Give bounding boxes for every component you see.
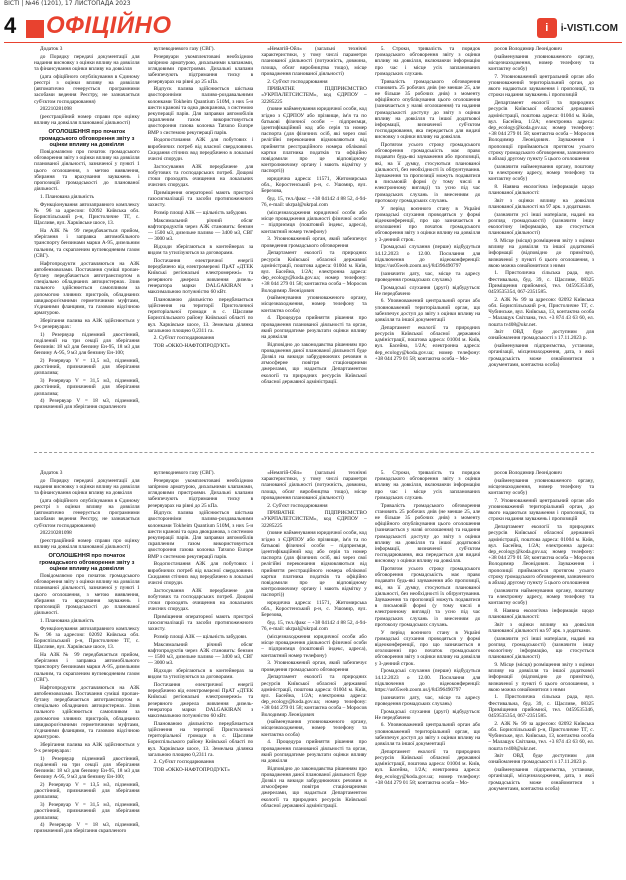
notice-paragraph: юридична адреса: 11571, Житомирська обл., Коростенський р-н, с. Ушомир, вул. Березова, [261,600,367,619]
notice-paragraph: (найменування уповноваженого органу, місцезнаходження, номер телефону та контактна особа) [261,295,367,314]
notice-paragraph: Тривалість громадського обговорення становить 25 робочих днів (не менше 25, але не більше 35 робочих днів) з моменту офіційного опублікування цього оголошення (зазначається у назві оголошення) та надання громадськості доступу до звіту з оцінки впливу на довкілля та іншої додаткової інформації, визначеної суб'єктом господарювання, яка передається для видачі висновку з оцінки впливу на довкілля. [374,502,481,565]
notice-paragraph: 2. Суб'єкт господарювання [153,335,214,342]
notice-paragraph: Департамент екології та природних ресурсів Київської обласної державної адміністрації, поштова адреса: 01004 м. Київ, вул. Басейна, 1/2А; електронна адреса: dep_ecology@koda.gov.ua; номер телефону: +38 044 279 01 58; контактна особа – Моросов Володимир Леонідович [261,250,367,294]
notice-paragraph: (найменування підприємства, установи, організації, місцезнаходження, дата, з якої громадськість може ознайомитися з документами, контактна особа) [488,343,594,368]
notice-paragraph: росов Володимир Леонідович [494,470,562,476]
text-column [261,46,367,436]
notice-paragraph: Зберігання палива на АЗК здійснюється у 9-х резервуарах: [34,741,140,755]
notice-paragraph: Водопостачання АЗК для побутових і виробничих потреб від власної свердловини. Скидання стічних вод передбачено в локальні очисні споруди. [147,137,254,162]
notice-paragraph: Додаток 3 [40,470,63,476]
notice-paragraph: 8. Наявна екологічна інформація щодо планованої діяльності: [488,607,594,620]
header-rule [4,42,622,43]
notice-paragraph: 3. Уповноважений орган, який забезпечує проведення громадського обговорення [261,660,367,673]
notice-paragraph: Департамент екології та природних ресурсів Київської обласної державної адміністрації, поштова адреса: 01004 м. Київ, вул. Басейна, 1/2А; електронна адреса: dep_ecology@koda.gov.ua; номер телефону: +38 044 279 01 58; контактна особа – Мо- [374,748,481,786]
logo-text: i-VISTI.COM [560,22,618,34]
notice-paragraph: Розмір площі АЗК — щільність забудови. [153,210,248,217]
notice-paragraph: Максимальний річний обсяг нафтопродуктів через АЗК становить: бензин — 1500 м3, дизельне паливо — 3400 м3, СВГ — 3000 м3. [147,217,254,243]
notice-paragraph: Приміщення операторної мають пристрої газосигналізації та засоби протипожежного захисту. [147,613,254,633]
text-column [261,470,367,874]
text-column [488,46,594,436]
announcement-block [34,470,594,874]
notice-paragraph: У період воєнного стану в Україні громадські слухання проводяться у формі відеоконференції, про що зазначається в оголошенні про початок громадського обговорення звіту з оцінки впливу на довкілля у 3-денний строк. [374,629,481,667]
section-title: ОФІЦІЙНО [46,12,172,39]
notice-paragraph: (зазначити найменування органу, поштову та електронну адресу, номер телефону та контактну особу) [488,163,594,183]
notice-paragraph: «Нематій-Ойл» (загальні технічні характеристики, у тому числі параметри планованої діяльності (потужність, довжина, площа, обсяг виробництва тощо), місце провадження планованої діяльності) [261,470,367,501]
notice-paragraph: (зазначити дату, час, місце та адресу проведення громадських слухань) [374,270,481,283]
notice-paragraph: буд. 15, тел./факс – +38 04142 4 88 52, 4-94-76, e-mail: ukrpal@ukrpal.com [261,196,367,209]
notice-paragraph: 4. Процедура прийняття рішення про провадження планованої діяльності та орган, який розглядатиме результати оцінки впливу на довкілля [261,739,367,764]
notice-paragraph: Планованою діяльністю передбачається здійснення на території Пристоличної територіальної громади в с. Щасливе Бориспільського району Київської області по вул. Харківське шосе, 13. Земельна ділянка загальною площею 0,2311 га. [147,296,254,334]
notice-paragraph: (найменування уповноваженого органу, місцезнаходження, номер телефону та контактну особу) [488,53,594,73]
notice-paragraph: (зазначити дату, час, місце та адресу проведення громадських слухань) [374,694,481,707]
text-column [375,470,481,874]
notice-paragraph: 2) Резервуар V = 13,5 м3, підземний, двостінний, призначений для зберігання дизпалива; [34,782,140,801]
section-marker [26,20,44,38]
text-column [34,470,140,874]
notice-heading: ОГОЛОШЕННЯ про початок громадського обговорення звіту з оцінки впливу на довкілля [39,553,135,572]
notice-paragraph: вуглеводневого газу (СВГ). [153,46,215,52]
notice-paragraph: вуглеводневого газу (СВГ). [153,470,215,476]
notice-paragraph: Звіт ОВД буде доступним для ознайомлення громадськості з 17.11.2023 р. [488,329,594,342]
text-column [375,46,481,436]
notice-paragraph: 2. АЗК № 99 за адресою: 02092 Київська обл. Бориспільський р-н, Пристоличне ТГ, с. Чубинське, вул. Київська, 13, контактна особа – Малащук Світлана, тел. +3 874 43 63 60, ел. пошта tv408@ukr.net. [488,296,594,328]
page-number: 4 [4,13,17,38]
notice-paragraph: 202210281098 [40,106,72,113]
notice-paragraph: «Нематій-Ойл» (загальні технічні характеристики, у тому числі параметри планованої діяльності (потужність, довжина, площа, обсяг виробництва тощо), місце провадження планованої діяльності) [261,46,367,77]
notice-paragraph: до Порядку передачі документації для надання висновку з оцінки впливу на довкілля та фінансування оцінки впливу на довкілля [34,53,140,73]
text-column [148,470,254,874]
notice-paragraph: (зазначити найменування органу, поштову та електронну адресу, номер телефону та контактну особу) [488,587,594,607]
notice-paragraph: Громадські слухання (другі) відбудуться: Не передбачено [374,284,481,297]
notice-paragraph: Протягом усього строку громадського обговорення громадськість має право подавати будь-які зауваження або пропозиції, які, на її думку, стосуються планованої діяльності, без необхідності їх обґрунтування. Зауваження та пропозиції можуть подаватися в письмовій формі (у тому числі в електронному вигляді) та усно під час громадських слухань із внесенням до протоколу громадських слухань. [374,566,481,628]
notice-paragraph: Застосування АЗК передбачене для побутових та господарських потреб. Дощові стоки проходять очищення на локальних очисних спорудах. [147,587,254,613]
notice-paragraph: 2. Суб'єкт господарювання [267,78,328,85]
notice-paragraph: На АЗК № 99 передбачається прийом, зберігання і заправка автомобільного транспорту бензинами марки А-95, дизельним пальним, та скрапленим вуглеводневим газом (СВГ). [34,651,140,683]
notice-paragraph: 9. Місце (місця) розміщення звіту з оцінки впливу на довкілля та іншої додаткової інформації (відповідно до примітки), визначеної у пункті 6 цього оголошення, з якою можна ознайомитися з ними [488,237,594,269]
notice-paragraph: 1) Резервуар підземний двостінний, поділений на три секції для зберігання бензинів: 18 м3 для бензину Ен-95, 18 м3 для бензину А-95, 9 м3 для бензину Ен-100; [34,755,140,781]
notice-paragraph: Відповідно до законодавства рішенням про провадження даної планованої діяльності буде Дозвіл на викиди забруднюючих речовин в атмосферне повітря стаціонарними джерелами, що надається Департаментом екології та природних ресурсів Київської обласної державної адміністрації. [261,341,367,385]
notice-paragraph: Громадські слухання (другі) відбудуться: Не передбачено [374,708,481,721]
notice-paragraph: до Порядку передачі документації для надання висновку з оцінки впливу на довкілля та фінансування оцінки впливу на довкілля [34,477,140,497]
notice-paragraph: 1. Пристолична сільська рада, вул. Фестивальна, буд. 39, с. Щасливе, 08325 Приміщення прийомної, тел. 0459535346, 0459535354, 067-2351585. [488,270,594,296]
notice-paragraph: (дата офіційного опублікування в Єдиному реєстрі з оцінки впливу на довкілля (автоматично генерується програмними засобами ведення Реєстру, не зазначається суб'єктом господарювання) [34,497,140,529]
notice-paragraph: Повідомляємо про початок громадського обговорення звіту з оцінки впливу на довкілля планованої діяльності, зазначеної у пункті 1 цього оголошення, з метою виявлення, збирання та врахування зауважень і пропозицій громадськості до планованої діяльності. [34,149,140,193]
notice-paragraph: 202210281098 [40,530,72,537]
notice-paragraph: Приміщення операторної мають пристрої газосигналізації та засоби протипожежного захисту. [147,189,254,209]
page-header [0,8,626,44]
notice-paragraph: ПРИВАТНЕ ПІДПРИЄМСТВО «УКРПАЛЕТСИСТЕМ», код ЄДРПОУ – 32285225 [261,510,367,529]
notice-paragraph: Громадські слухання (перше) відбудуться 14.12.2023 о 12.00. Посилання для підключення до відеоконференції: https://us05web.zoom.us/j/84396490797 [374,668,481,693]
notice-paragraph: (повне найменування юридичної особи, код згідно з ЄДРПОУ або прізвище, ім'я та по батькові фізичної особи – підприємця, ідентифікаційний код або серія та номер паспорта (для фізичних осіб, які через свої релігійні переконання відмовляються від прийняття реєстраційного номера облікової картки платника податків та офіційно повідомили про це відповідному контролюючому органу і мають відмітку у паспорті)) [261,106,367,175]
notice-paragraph: У період воєнного стану в Україні громадські слухання проводяться у формі відеоконференції, про що зазначається в оголошенні про початок громадського обговорення звіту з оцінки впливу на довкілля у 3-денний строк. [374,205,481,243]
notice-paragraph: 2. Суб'єкт господарювання [267,502,328,509]
notice-paragraph: (повне найменування юридичної особи, код згідно з ЄДРПОУ або прізвище, ім'я та по батькові фізичної особи – підприємця, ідентифікаційний код або серія та номер паспорта (для фізичних осіб, які через свої релігійні переконання відмовляються від прийняття реєстраційного номера облікової картки платника податків та офіційно повідомили про це відповідному контролюючому органу і мають відмітку у паспорті)) [261,530,367,599]
logo-icon: i [537,18,557,38]
issue-info: ВІСТІ | №46 (1201), 17 ЛИСТОПАДА 2023 [4,0,131,7]
notice-paragraph: Департамент екології та природних ресурсів Київської обласної державної адміністрації, поштова адреса: 01004 м. Київ, вул. Басейна, 1/2А; електронна адреса: dep_ecology@koda.gov.ua; номер телефону: +38 044 279 01 58; контактна особа – Моросов Володимир Леонідович [261,674,367,718]
notice-paragraph: ТОВ «ОККО-НАФТОПРОДУКТ» [153,343,230,350]
notice-paragraph: Зберігання палива на АЗК здійснюється у 9-х резервуарах: [34,317,140,331]
notice-paragraph: (дата офіційного опублікування в Єдиному реєстрі з оцінки впливу на довкілля (автоматично генерується програмними засобами ведення Реєстру, не зазначається суб'єктом господарювання) [34,73,140,105]
notice-paragraph: 6. Уповноважений центральний орган або уповноважений територіальний орган, що забезпечує доступ до звіту з оцінки впливу на довкілля та іншої документації [374,722,481,748]
section-divider [34,452,594,453]
notice-paragraph: (найменування уповноваженого органу, місцезнаходження, номер телефону та контактна особа) [261,719,367,738]
notice-paragraph: Тривалість громадського обговорення становить 25 робочих днів (не менше 25, але не більше 35 робочих днів) з моменту офіційного опублікування цього оголошення (зазначається у назві оголошення) та надання громадськості доступу до звіту з оцінки впливу на довкілля та іншої додаткової інформації, визначеної суб'єктом господарювання, яка передається для видачі висновку з оцінки впливу на довкілля. [374,78,481,141]
notice-paragraph: (реєстраційний номер справи про оцінку впливу на довкілля планованої діяльності) [34,538,140,551]
notice-paragraph: (найменування підприємства, установи, організації, місцезнаходження, дата, з якої громадськість може ознайомитися з документами, контактна особа) [488,767,594,792]
notice-paragraph: Максимальний річний обсяг нафтопродуктів через АЗК становить: бензин — 1500 м3, дизельне паливо — 3400 м3, СВГ — 3000 м3. [147,641,254,667]
notice-paragraph: Відходи зберігаються в контейнерах за видом та утилізуються за договорами. [147,244,254,257]
notice-paragraph: 3. Уповноважений орган, який забезпечує проведення громадського обговорення [261,236,367,249]
notice-paragraph: 5. Строки, тривалість та порядок громадського обговорення звіту з оцінки впливу на довкілля, включаючи інформацію про час і місце усіх запланованих громадських слухань [374,470,481,501]
notice-paragraph: 1) Резервуар підземний двостінний, поділений на три секції для зберігання бензинів: 18 м3 для бензину Ен-95, 18 м3 для бензину А-95, 9 м3 для бензину Ен-100; [34,331,140,357]
notice-paragraph: буд. 15, тел./факс – +38 04142 4 88 52, 4-94-76, e-mail: ukrpal@ukrpal.com [261,620,367,633]
notice-paragraph: Застосування АЗК передбачене для побутових та господарських потреб. Дощові стоки проходять очищення на локальних очисних спорудах. [147,163,254,189]
notice-paragraph: 7. Уповноважений центральний орган або уповноважений територіальний орган, до якого надаються зауваження і пропозиції, та строки надання зауважень і пропозицій [488,73,594,99]
notice-paragraph: Звіт з оцінки впливу на довкілля планованої діяльності на 97 арк. з додатками. [488,621,594,634]
notice-paragraph: Звіт з оцінки впливу на довкілля планованої діяльності на 97 арк. з додатками. [488,197,594,210]
notice-paragraph: Додаток 3 [40,46,63,52]
notice-paragraph: (місцезнаходження юридичної особи або місце провадження діяльності фізичної особи – підприємця (поштовий індекс, адреса), контактний номер телефону) [261,634,367,659]
notice-paragraph: (найменування уповноваженого органу, місцезнаходження, номер телефону та контактну особу) [488,477,594,497]
notice-paragraph: (зазначити усі інші матеріали, надані на розгляд громадськості) (зазначити іншу екологічну інформацію, що стосується планованої діяльності) [488,211,594,237]
site-logo[interactable] [537,18,618,38]
notice-paragraph: Розмір площі АЗК — щільність забудови. [153,634,248,641]
notice-paragraph: (зазначити усі інші матеріали, надані на розгляд громадськості) (зазначити іншу екологічну інформацію, що стосується планованої діяльності) [488,635,594,661]
notice-paragraph: Громадські слухання (перше) відбудуться 14.12.2023 о 12.00. Посилання для підключення до відеоконференції: https://us05web.zoom.us/j/84396490797 [374,244,481,269]
notice-paragraph: Резервуари укомплектовані необхідною запірною арматурою, дихальними клапанами, оглядовими пристроями. Дихальні клапани забезпечують підтримання тиску в резервуарах на рівні до 25 кПа. [147,477,254,509]
notice-paragraph: росов Володимир Леонідович [494,46,562,52]
notice-paragraph: Повідомляємо про початок громадського обговорення звіту з оцінки впливу на довкілля планованої діяльності, зазначеної у пункті 1 цього оголошення, з метою виявлення, збирання та врахування зауважень і пропозицій громадськості до планованої діяльності. [34,573,140,617]
notice-paragraph: 2. АЗК № 99 за адресою: 02092 Київська обл. Бориспільський р-н, Пристоличне ТГ, с. Чубинське, вул. Київська, 13, контактна особа – Малащук Світлана, тел. +3 874 43 63 60, ел. пошта tv408@ukr.net. [488,720,594,752]
text-column [34,46,140,436]
notice-paragraph: Водопостачання АЗК для побутових і виробничих потреб від власної свердловини. Скидання стічних вод передбачено в локальні очисні споруди. [147,561,254,586]
notice-paragraph: (місцезнаходження юридичної особи або місце провадження діяльності фізичної особи – підприємця (поштовий індекс, адреса), контактний номер телефону) [261,210,367,235]
notice-paragraph: (реєстраційний номер справи про оцінку впливу на довкілля планованої діяльності) [34,114,140,127]
notice-paragraph: 8. Наявна екологічна інформація щодо планованої діяльності: [488,183,594,196]
top-bar [0,0,626,8]
notice-paragraph: На АЗК № 99 передбачається прийом, зберігання і заправка автомобільного транспорту бензинами марки А-95, дизельним пальним, та скрапленим вуглеводневим газом (СВГ). [34,227,140,259]
notice-paragraph: Нафтопродукти доставляються на АЗК автобензовозами. Постачання суміші пропан-бутану передбачається автотранспортом в спеціально обладнаних автоцистернах. Злив пального здійснюється самопливом за допомогою зливних пристроїв, обладнаних швидкороз'ємними герметичними муфтами, з'єднаними фланцями, та газовою відсічною арматурою. [34,684,140,741]
notice-paragraph: Відповідно до законодавства рішенням про провадження даної планованої діяльності буде Дозвіл на викиди забруднюючих речовин в атмосферне повітря стаціонарними джерелами, що надається Департаментом екології та природних ресурсів Київської обласної державної адміністрації. [261,765,367,809]
notice-paragraph: 7. Уповноважений центральний орган або уповноважений територіальний орган, до якого надаються зауваження і пропозиції, та строки надання зауважень і пропозицій [488,497,594,523]
notice-paragraph: 9. Місце (місця) розміщення звіту з оцінки впливу на довкілля та іншої додаткової інформації (відповідно до примітки), визначеної у пункті 6 цього оголошення, з якою можна ознайомитися з ними [488,661,594,693]
notice-paragraph: 6. Уповноважений центральний орган або уповноважений територіальний орган, що забезпечує доступ до звіту з оцінки впливу на довкілля та іншої документації [374,298,481,324]
notice-paragraph: Протягом усього строку громадського обговорення громадськість має право подавати будь-які зауваження або пропозиції, які, на її думку, стосуються планованої діяльності, без необхідності їх обґрунтування. Зауваження та пропозиції можуть подаватися в письмовій формі (у тому числі в електронному вигляді) та усно під час громадських слухань із внесенням до протоколу громадських слухань. [374,142,481,204]
notice-paragraph: 2) Резервуар V = 13,5 м3, підземний, двостінний, призначений для зберігання дизпалива; [34,358,140,377]
notice-paragraph: Нафтопродукти доставляються на АЗК автобензовозами. Постачання суміші пропан-бутану передбачається автотранспортом в спеціально обладнаних автоцистернах. Злив пального здійснюється самопливом за допомогою зливних пристроїв, обладнаних швидкороз'ємними герметичними муфтами, з'єднаними фланцями, та газовою відсічною арматурою. [34,260,140,317]
notice-paragraph: 4. Процедура прийняття рішення про провадження планованої діяльності та орган, який розглядатиме результати оцінки впливу на довкілля [261,315,367,340]
notice-paragraph: Звіт ОВД буде доступним для ознайомлення громадськості з 17.11.2023 р. [488,753,594,766]
notice-paragraph: юридична адреса: 11571, Житомирська обл., Коростенський р-н, с. Ушомир, вул. Березова, [261,176,367,195]
text-column [488,470,594,874]
notice-paragraph: Департамент екології та природних ресурсів Київської обласної державної адміністрації, поштова адреса: 01004 м. Київ, вул. Басейна, 1/2А; електронна адреса: dep_ecology@koda.gov.ua; номер телефону: +38 044 279 01 58; контактна особа – Моросов Володимир Леонідович. Зауваження і пропозиції приймаються протягом усього строку громадського обговорення, зазначеного в абзаці другому пункту 5 цього оголошення [488,524,594,586]
notice-paragraph: Планованою діяльністю передбачається здійснення на території Пристоличної територіальної громади в с. Щасливе Бориспільського району Київської області по вул. Харківське шосе, 13. Земельна ділянка загальною площею 0,2311 га. [147,720,254,758]
notice-paragraph: Резервуари укомплектовані необхідною запірною арматурою, дихальними клапанами, оглядовими пристроями. Дихальні клапани забезпечують підтримання тиску в резервуарах на рівні до 25 кПа. [147,53,254,85]
notice-paragraph: 4) Резервуар V = 18 м3, підземний, призначений для зберігання скрапленого [34,822,140,835]
notice-paragraph: 2. Суб'єкт господарювання [153,759,214,766]
notice-paragraph: 1. Пристолична сільська рада, вул. Фестивальна, буд. 39, с. Щасливе, 08325 Приміщення прийомної, тел. 0459535346, 0459535354, 067-2351585. [488,694,594,720]
notice-paragraph: Департамент екології та природних ресурсів Київської обласної державної адміністрації, поштова адреса: 01004 м. Київ, вул. Басейна, 1/2А; електронна адреса: dep_ecology@koda.gov.ua; номер телефону: +38 044 279 01 58; контактна особа – Моросов Володимир Леонідович. Зауваження і пропозиції приймаються протягом усього строку громадського обговорення, зазначеного в абзаці другому пункту 5 цього оголошення [488,100,594,162]
notice-paragraph: Функціонування автозаправного комплексу № 96 за адресою: 02092 Київська обл. Бориспільський р-н, Пристоличне ТГ, с. Щасливе, вул. Харківське шосе, 13. [34,625,140,651]
notice-paragraph: 3) Резервуар V = 31,5 м3, підземний, двостінний, призначений для зберігання дизпалива; [34,378,140,397]
text-column [148,46,254,436]
notice-paragraph: 3) Резервуар V = 31,5 м3, підземний, двостінний, призначений для зберігання дизпалива; [34,802,140,821]
notice-paragraph: 1. Планована діяльність [40,617,94,624]
notice-paragraph: ТОВ «ОККО-НАФТОПРОДУКТ» [153,767,230,774]
notice-paragraph: Відпуск палива здійснюється шістьма двосторонніми паливо-роздавальними колонками Tokheim Quantium 510M, з них 5-и шести кранові та одна двокранова, з системою рекуперації парів. Для заправки автомобілів скрапленим газом використовується двостороння газова колонка Tatsuno Europe BMP з системою рекуперації парів. [147,86,254,136]
notice-paragraph: Функціонування автозаправного комплексу № 96 за адресою: 02092 Київська обл. Бориспільський р-н, Пристоличне ТГ, с. Щасливе, вул. Харківське шосе, 13. [34,201,140,227]
notice-paragraph: Відпуск палива здійснюється шістьма двосторонніми паливо-роздавальними колонками Tokheim Quantium 510M, з них 5-и шести кранові та одна двокранова, з системою рекуперації парів. Для заправки автомобілів скрапленим газом використовується двостороння газова колонка Tatsuno Europe BMP з системою рекуперації парів. [147,510,254,560]
notice-paragraph: Департамент екології та природних ресурсів Київської обласної державної адміністрації, поштова адреса: 01004 м. Київ, вул. Басейна, 1/2А; електронна адреса: dep_ecology@koda.gov.ua; номер телефону: +38 044 279 01 58; контактна особа – Мо- [374,324,481,362]
notice-paragraph: 5. Строки, тривалість та порядок громадського обговорення звіту з оцінки впливу на довкілля, включаючи інформацію про час і місце усіх запланованих громадських слухань [374,46,481,77]
notice-paragraph: 4) Резервуар V = 18 м3, підземний, призначений для зберігання скрапленого [34,398,140,411]
notice-paragraph: Постачання електричної енергії передбачено від електромережі ПрАТ «ДТЕК Київські регіональні електромережі» та резервного джерела живлення дизель-генератора марки DALGAKIRAN з максимальною потужністю 60 кВт. [147,682,254,720]
notice-paragraph: Відходи зберігаються в контейнерах за видом та утилізуються за договорами. [147,668,254,681]
notice-paragraph: 1. Планована діяльність [40,193,94,200]
announcement-block [34,46,594,436]
notice-paragraph: Постачання електричної енергії передбачено від електромережі ПрАТ «ДТЕК Київські регіональні електромережі» та резервного джерела живлення дизель-генератора марки DALGAKIRAN з максимальною потужністю 60 кВт. [147,258,254,296]
notice-heading: ОГОЛОШЕННЯ про початок громадського обговорення звіту з оцінки впливу на довкілля [39,129,135,148]
notice-paragraph: ПРИВАТНЕ ПІДПРИЄМСТВО «УКРПАЛЕТСИСТЕМ», код ЄДРПОУ – 32285225 [261,86,367,105]
